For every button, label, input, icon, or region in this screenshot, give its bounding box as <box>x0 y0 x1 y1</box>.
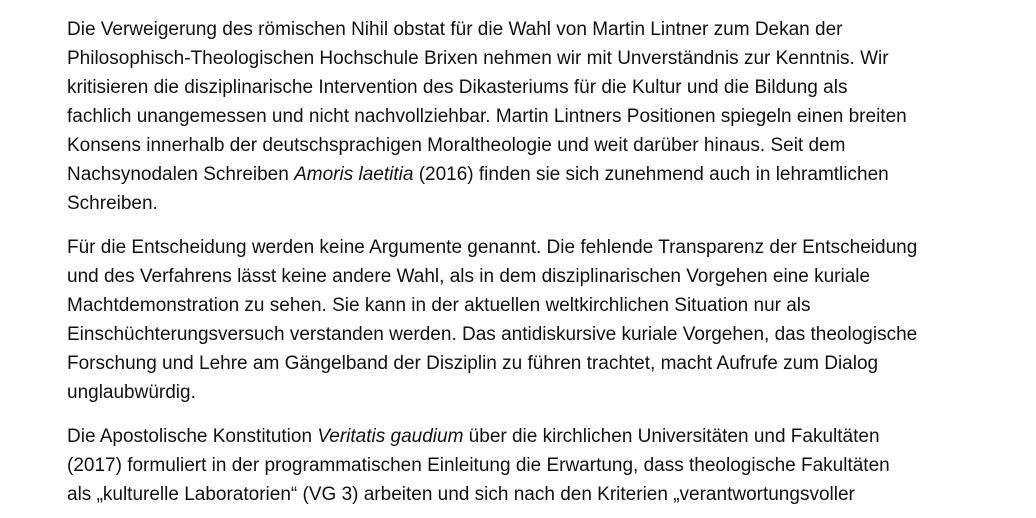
text-segment: Forschung und Lehre am Gängelband der Disziplin zu führen trachtet, macht Aufrufe zum Dialog <box>67 353 879 374</box>
paragraph <box>67 15 972 218</box>
text-line <box>67 102 972 131</box>
text-line <box>67 422 972 451</box>
text-line <box>67 189 972 218</box>
text-segment: fachlich unangemessen und nicht nachvollziehbar. Martin Lintners Positionen spiegeln einen breiten <box>67 106 907 127</box>
text-segment: unglaubwürdig. <box>67 382 196 403</box>
text-line <box>67 233 972 262</box>
text-segment: Machtdemonstration zu sehen. Sie kann in der aktuellen weltkirchlichen Situation nur als <box>67 295 811 316</box>
paragraph <box>67 422 972 509</box>
text-segment: Konsens innerhalb der deutschsprachigen Moraltheologie und weit darüber hinaus. Seit dem <box>67 135 846 156</box>
text-segment: kritisieren die disziplinarische Intervention des Dikasteriums für die Kultur und die Bildung als <box>67 77 848 98</box>
text-line <box>67 73 972 102</box>
text-segment: über die kirchlichen Universitäten und Fakultäten <box>463 426 880 447</box>
text-line <box>67 320 972 349</box>
text-segment: Die Apostolische Konstitution <box>67 426 318 447</box>
text-segment: als „kulturelle Laboratorien“ (VG 3) arbeiten und sich nach den Kriterien „verantwortungsvoller <box>67 484 855 505</box>
text-line <box>67 349 972 378</box>
text-line <box>67 160 972 189</box>
paragraph <box>67 233 972 407</box>
text-line <box>67 15 972 44</box>
text-segment: Nachsynodalen Schreiben <box>67 164 295 185</box>
text-line <box>67 262 972 291</box>
text-segment: Für die Entscheidung werden keine Argumente genannt. Die fehlende Transparenz der Entscheidung <box>67 237 918 258</box>
text-segment: Die Verweigerung des römischen Nihil obstat für die Wahl von Martin Lintner zum Dekan der <box>67 19 843 40</box>
text-line <box>67 378 972 407</box>
text-segment: (2017) formuliert in der programmatischen Einleitung die Erwartung, dass theologische Fakultäten <box>67 455 890 476</box>
text-segment: und des Verfahrens lässt keine andere Wahl, als in dem disziplinarischen Vorgehen eine kuriale <box>67 266 871 287</box>
italic-title: Veritatis gaudium <box>317 426 464 447</box>
text-line <box>67 44 972 73</box>
document-body <box>67 15 972 518</box>
text-line <box>67 291 972 320</box>
text-line <box>67 131 972 160</box>
italic-title: Amoris laetitia <box>294 164 414 185</box>
text-segment: Einschüchterungsversuch verstanden werden. Das antidiskursive kuriale Vorgehen, das theologische <box>67 324 918 345</box>
text-line <box>67 480 972 509</box>
text-segment: Philosophisch-Theologischen Hochschule Brixen nehmen wir mit Unverständnis zur Kenntnis. Wir <box>67 48 889 69</box>
text-line <box>67 451 972 480</box>
text-segment: (2016) finden sie sich zunehmend auch in lehramtlichen <box>413 164 889 185</box>
text-segment: Schreiben. <box>67 193 158 214</box>
